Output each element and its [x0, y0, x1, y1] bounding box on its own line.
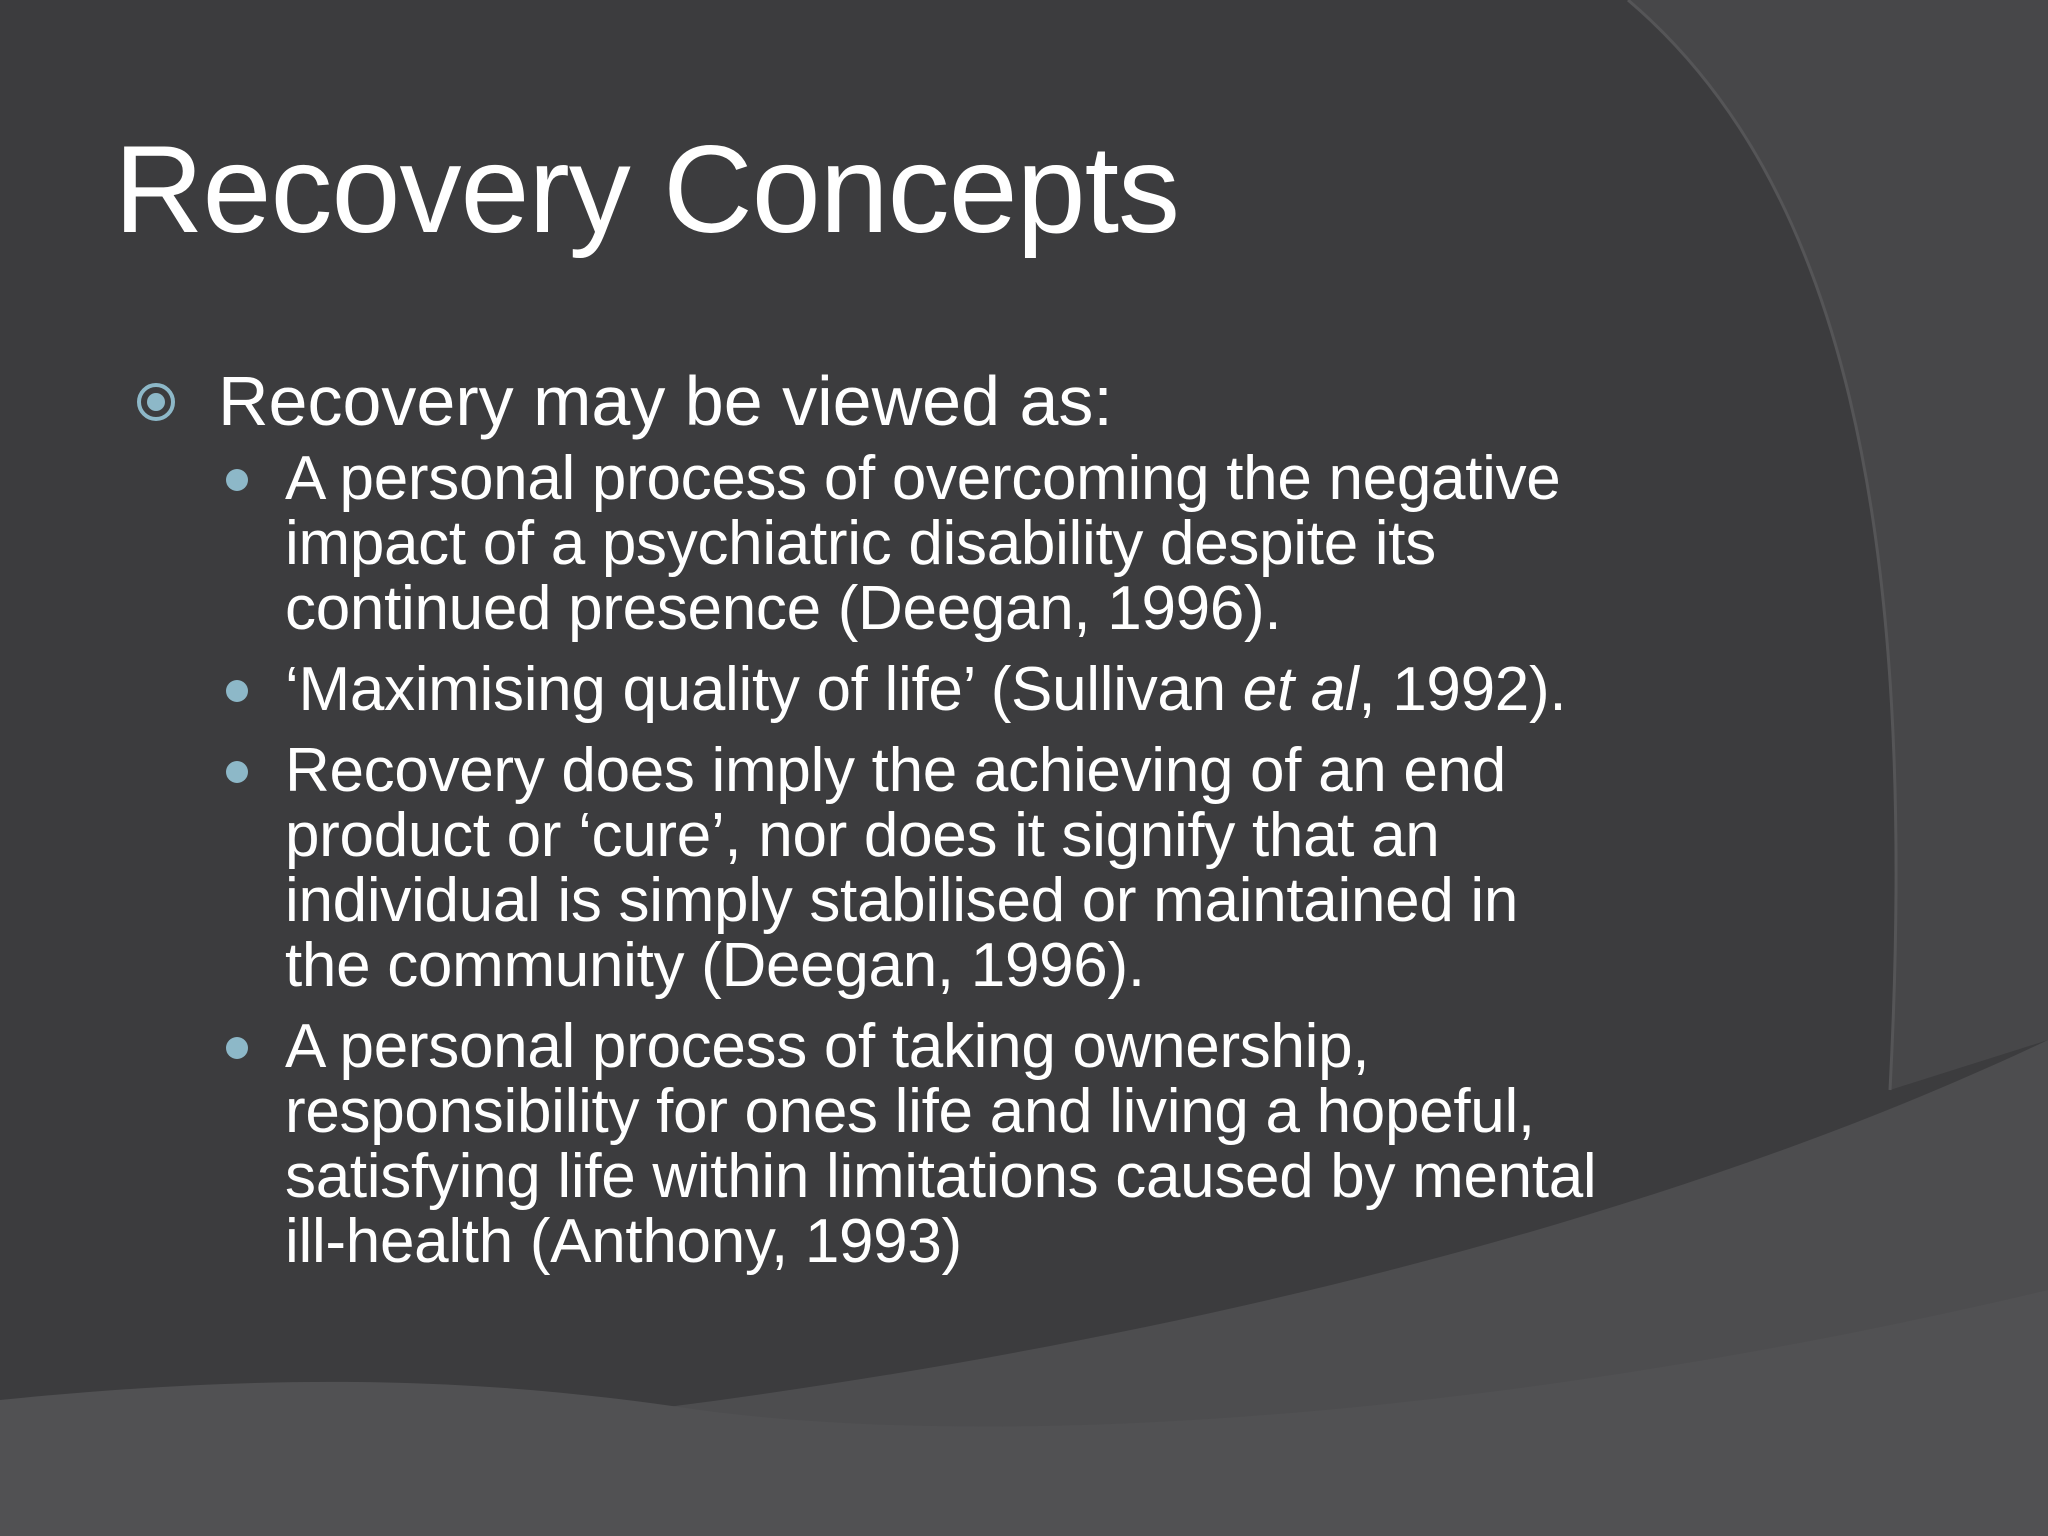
list-item	[130, 1014, 1830, 1274]
bullet-level1-text: Recovery may be viewed as:	[218, 362, 1113, 440]
item-line: A personal process of overcoming the negative	[285, 444, 1561, 513]
item-line: Recovery does imply the achieving of an end	[285, 736, 1506, 805]
list-item	[130, 657, 1830, 722]
sub-bullet-list	[130, 446, 1830, 1274]
slide-content	[130, 360, 1830, 1290]
dot-icon	[226, 1037, 248, 1059]
dot-icon	[226, 761, 248, 783]
dot-icon	[226, 680, 248, 702]
item-line: continued presence (Deegan, 1996).	[285, 574, 1282, 643]
item-line: the community (Deegan, 1996).	[285, 931, 1145, 1000]
item-line: individual is simply stabilised or maintained in	[285, 866, 1519, 935]
item-line: impact of a psychiatric disability despite its	[285, 509, 1436, 578]
item-italic: et al	[1242, 655, 1359, 724]
item-line	[285, 657, 1830, 722]
item-line: product or ‘cure’, nor does it signify that an	[285, 801, 1440, 870]
item-line: satisfying life within limitations caused by mental	[285, 1142, 1597, 1211]
target-icon	[136, 382, 176, 422]
item-line: responsibility for ones life and living a hopeful,	[285, 1077, 1535, 1146]
bullet-level1	[130, 360, 1830, 442]
item-text: , 1992).	[1358, 655, 1567, 724]
slide-title: Recovery Concepts	[114, 121, 1180, 259]
item-line: ill-health (Anthony, 1993)	[285, 1207, 962, 1276]
item-text: ‘Maximising quality of life’ (Sullivan	[285, 655, 1243, 724]
item-line: A personal process of taking ownership,	[285, 1012, 1370, 1081]
dot-icon	[226, 469, 248, 491]
list-item	[130, 738, 1830, 998]
list-item	[130, 446, 1830, 641]
